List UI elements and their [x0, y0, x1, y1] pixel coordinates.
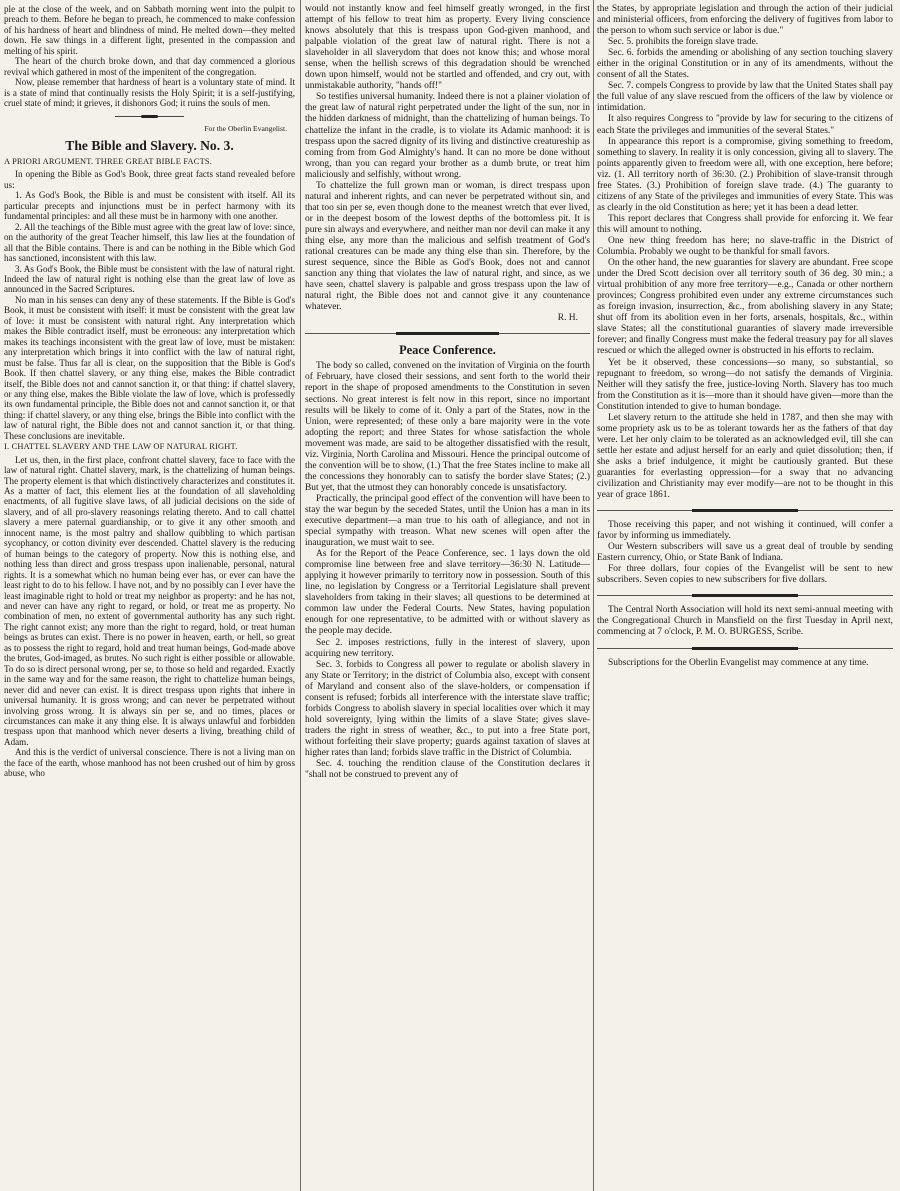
- paragraph: In appearance this report is a compromise, giving something to freedom, something to slavery. In reality it is only concession, giving all to slavery. The points apparently given to freedom were all, with one exception, here before; viz. (1. All territory north of 36:30. (2.) Prohibition of slave-transit through free States. (3.) Prohibition of foreign slave trade. (4.) The guaranty to citizens of any State of the privileges and immunities of every State. This was as clearly in the old Constitution as here; yet it has been a dead letter.: [597, 136, 893, 213]
- paragraph: 2. All the teachings of the Bible must agree with the great law of love: since, on the authority of the great Teacher himself, this law lies at the foundation of all that the Bible contains. There is and can be nothing in the Bible which God has sanctioned, inconsistent with this law.: [4, 221, 295, 264]
- paragraph: Practically, the principal good effect of the convention will have been to stay the war begun by the seceded States, until the Union has a man in its executive department—a man true to his oath of allegiance, and not in special sympathy with treason. What new scenes will open after the inauguration, we must wait to see.: [305, 493, 590, 549]
- author-signature: R. H.: [557, 313, 578, 324]
- paragraph: The heart of the church broke down, and that day commenced a glorious revival which gathered in most of the impenitent of the congregation.: [4, 56, 295, 77]
- paragraph: And this is the verdict of universal conscience. There is not a living man on the face of the earth, whose manhood has not been crushed out of him by gross abuse, who: [4, 747, 295, 779]
- subscription-notice: Subscriptions for the Oberlin Evangelist may commence at any time.: [608, 657, 869, 668]
- notice-paragraph: Our Western subscribers will save us a great deal of trouble by sending Eastern currency, Ohio, or State Bank of Indiana.: [597, 542, 893, 564]
- column-rule: [300, 0, 301, 1191]
- column-rule: [593, 0, 594, 1191]
- column-3: [597, 4, 893, 1187]
- paragraph: Sec. 7. compels Congress to provide by law that the United States shall pay the full value of any slave rescued from the officers of the law by violence or intimidation.: [597, 81, 893, 114]
- paragraph: Sec. 3. forbids to Congress all power to regulate or abolish slavery in any State or Territory; in the district of Columbia also, except with consent of Maryland and consent also of the slave-holders, or compensation if consent is refused; forbids all interference with the interstate slave traffic; forbids Congress to abolish slavery in special localities over which it may hold sovereignty, lying within the limits of a slave State; gives slave-traders the right in stress of weather, &c., to put into a free State port, without forfeiting their slave property; guards against taxation of slaves at higher rates than land; forbids slave traffic in the District of Columbia.: [305, 659, 590, 758]
- paragraph: Sec. 6. forbids the amending or abolishing of any section touching slavery either in the original Constitution or in any of its amendments, without the consent of all the States.: [597, 48, 893, 81]
- paragraph: No man in his senses can deny any of these statements. If the Bible is God's Book, it must be consistent with itself: it must be consistent with the great law of love: it must be consistent with natural right. Any interpretation which makes the Bible contradict itself, must be erroneous: any interpretation which makes its teachings inconsistent with the great law of love, must be mistaken: any interpretation which brings it into conflict with the law of natural right, must be false. Thus far all is clear, on the supposition that the Bible is God's Book. If then chattel slavery, or any thing else, makes the Bible contradict itself, the Bible does not and cannot sanction it, or that thing: if chattel slavery, or any thing else, makes the Bible violate the law of love, which is professedly its own fundamental principle, the Bible does not and cannot sanction it, or that thing: if chattel slavery, or any thing else, brings the Bible into conflict with the law of natural right, the Bible does not and cannot sanction it, or that thing. These conclusions are inevitable.: [4, 294, 295, 441]
- article-subheading: A PRIORI ARGUMENT. THREE GREAT BIBLE FACTS.: [4, 156, 213, 166]
- paragraph: Sec. 5. prohibits the foreign slave trade.: [608, 37, 759, 48]
- paragraph: So testifies universal humanity. Indeed there is not a plainer violation of the great law of natural right perpetrated under the light of the sun, nor in the hidden darkness of midnight, than the chattelizing of human beings. To chattelize the infant in the cradle, is to violate its Adamic manhood: it is trespass upon the sacred dignity of its living and distinctive creatureship as coming from from God Almighty's hand. It can no more be done without wrong, than you can regard your brother as a dumb brute, or treat him maliciously and selfishly, without wrong.: [305, 92, 590, 180]
- paragraph: Sec. 4. touching the rendition clause of the Constitution declares it "shall not be construed to prevent any of: [305, 759, 590, 781]
- paragraph: The body so called, convened on the invitation of Virginia on the fourth of February, have closed their sessions, and sent forth to the world their report in the shape of proposed amendments to the Constitution in seven sections. No great interest is felt now in this report, since no important results will be likely to come of it. Only a part of the States, now in the Union, were represented; of these only a bare majority were in the vote adopting the report; and three States for whose satisfaction the whole movement was made, are said to be altogether dissatisfied with the result, viz. Virginia, North Carolina and Missouri. Hence the principal outcome of the convention will be to show, (1.) That the free States incline to make all the concessions they honorably can to satisfy the border slave States; (2.) But yet, that the utmost they can honorably concede is unsatisfactory.: [305, 361, 590, 493]
- article-credit: For the Oberlin Evangelist.: [204, 123, 287, 133]
- paragraph: the States, by appropriate legislation and through the action of their judicial and ministerial officers, from enforcing the delivery of fugitives from labor to the person to whom such service or labor is due.": [597, 4, 893, 37]
- column-1: [4, 4, 295, 1187]
- paragraph: One new thing freedom has here; no slave-traffic in the District of Columbia. Probably we ought to be thankful for small favors.: [597, 235, 893, 258]
- section-heading: I. CHATTEL SLAVERY AND THE LAW OF NATURAL RIGHT.: [4, 442, 238, 452]
- paragraph: Let slavery return to the attitude she held in 1787, and then she may with some propriety ask us to be as tolerant towards her as the fathers of that day were. Let her only claim to be tolerated as an acknowledged evil, till she can settle her estate and adjust herself for an early and quiet dissolution; then, if she asks a brief indulgence, it might be cautiously granted. But these guaranties for everlasting oppression—for a sway that no advancing civilization and Christianity may ever modify—are not to be thought in this year of grace 1861.: [597, 412, 893, 501]
- paragraph: Yet be it observed, these concessions—so many, so substantial, so repugnant to freedom, so wrong—do not satisfy the demands of Virginia. Neither will they satisfy the free, justice-loving North. Slavery has too much from the Constitution as it is—more than it should have given—more than the Constitution intended to give to human bondage.: [597, 357, 893, 412]
- paragraph: On the other hand, the new guaranties for slavery are abundant. Free scope under the Dred Scott decision over all territory south of 36 deg. 30 min.; a virtual prohibition of any more free territory—e.g., Canada or other northern provinces; Congress prohibited even under any extreme circumstances such as foreign invasion, insurrection, &c., from abolishing slavery in any State; shut off from its abolition even in her forts, arsenals, hospitals, &c., within slave States; all the constitutional guaranties of slavery made irreversible forever; and finally Congress must make the federal treasury pay for all slaves rescued or which the alleged owner is obstructed in his efforts to reclaim.: [597, 258, 893, 357]
- article-title: Peace Conference.: [399, 343, 496, 358]
- article-title: The Bible and Slavery. No. 3.: [65, 137, 234, 153]
- paragraph: Let us, then, in the first place, confront chattel slavery, face to face with the law of natural right. Chattel slavery, mark, is the chattelizing of human beings. The property element is that which distinctively characterizes and constitutes it. As a matter of fact, this element lies at the foundation of all slaveholding enactments, of all fugitive slave laws, of all judicial decisions on the side of slavery, and of all pro-slavery reasonings relating thereto. And to call chattel slavery a mere paternal guardianship, or to give it any other smooth and innocent name, is the most paltry and shallow quibbling to which partisan sycophancy, or cotton divinity ever descended. Chattel slavery is the reducing of human beings to the category of property. Now this is nothing else, and nothing less than direct and gross trespass upon inalienable, personal, natural rights. It is a somewhat which no human being ever has, or ever can have the least right to do to his fellow. I have not, and by no possibly can I ever have the least imaginable right to hold or treat my neighbor as property: and he has not, and never can have any right to regard, or hold, or treat me as property. No combination of men, no extent of governmental authority has any such right. The right cannot exist; any more than the right to regard, hold, or treat human beings as brutes can exist. There is no power in heaven, earth, or hell, so great as to possess the right to regard, hold and treat human beings, God-made above the brutes, God-imaged, as brutes. No such right is either possible or allowable. To do so is direct personal wrong, per se, to those so held and regarded. Exactly in the same way and for the same reason, the right to chattelize human beings, never did and never can exist. It is direct trespass upon rights that inhere in universal humanity. It is gross wrong; and can never be perpetrated without involving gross wrong. It is always sin per se, and no times, places or circumstances can make it any thing else. It is always unlawful and forbidden trespass upon that manhood which never deserts a living, breathing child of Adam.: [4, 454, 295, 747]
- notices: [597, 520, 893, 586]
- section-separator: [597, 507, 893, 515]
- paragraph: 3. As God's Book, the Bible must be consistent with the law of natural right. Indeed the law of natural right is nothing else than the great law of love as announced in the Sacred Scriptures.: [4, 263, 295, 295]
- notice-paragraph: For three dollars, four copies of the Evangelist will be sent to new subscribers. Seven copies to new subscribers for five dollars.: [597, 564, 893, 586]
- association-notice: The Central North Association will hold its next semi-annual meeting with the Congregational Church in Mansfield on the first Tuesday in April next, commencing at 7 o'clock, P. M. O. BURGESS, Scribe.: [597, 605, 893, 638]
- paragraph: ple at the close of the week, and on Sabbath morning went into the pulpit to preach to them. Before he began to preach, he commenced to make confession of his hardness of heart and blindness of mind. He melted down—they melted down. He saw things in a different light, presented in the compassion and melting of his spirit.: [4, 4, 295, 56]
- paragraph: 1. As God's Book, the Bible is and must be consistent with itself. All its particular precepts and injunctions must be in perfect harmony with its fundamental principles: and all these must be in harmony with one another.: [4, 190, 295, 222]
- section-separator: [597, 645, 893, 653]
- paragraph: would not instantly know and feel himself greatly wronged, in the first attempt of his fellow to treat him as property. Every living conscience knows absolutely that this is trespass upon God-given manhood, and palpable violation of the great law of natural right. There is not a slaveholder in all slaverydom that does not know this; and whose moral sense, when the hellish screws of this degradation should be wrenched down upon himself, would not be startled and offended, and cry out, with unmistakable authority, "hands off!": [305, 4, 590, 92]
- article-separator: [4, 112, 295, 121]
- paragraph: It also requires Congress to "provide by law for securing to the citizens of each State the privileges and immunities of the several States.": [597, 114, 893, 136]
- column-2: [305, 4, 590, 1187]
- section-separator: [597, 592, 893, 600]
- notice-paragraph: Those receiving this paper, and not wishing it continued, will confer a favor by informing us immediately.: [597, 520, 893, 542]
- paragraph: As for the Report of the Peace Conference, sec. 1 lays down the old compromise line between free and slave territory—36:30 N. Latitude—applying it however primarily to territory now in possession. South of this line, no legislation by Congress or a Territorial Legislature shall prevent slaveholders from taking in their slaves; all questions to be determined at common law under the Federal Courts. New States, having population enough for one representative, to be admitted with or without slavery as the people may decide.: [305, 549, 590, 637]
- paragraph: Sec 2. imposes restrictions, fully in the interest of slavery, upon acquiring new territory.: [305, 637, 590, 659]
- paragraph: Now, please remember that hardness of heart is a voluntary state of mind. It is a state of mind that continually resists the Holy Spirit; it is a self-justifying, cruel state of mind; it grieves, it dishonors God; it ruins the souls of men.: [4, 77, 295, 109]
- paragraph: This report declares that Congress shall provide for enforcing it. We fear this will amount to nothing.: [597, 213, 893, 235]
- paragraph: In opening the Bible as God's Book, three great facts stand revealed before us:: [4, 169, 295, 190]
- article-separator: [305, 330, 590, 338]
- paragraph: To chattelize the full grown man or woman, is direct trespass upon natural and inherent rights, and can never be perpetrated without sin, and that too sin per se, even though done to the meanest wretch that ever lived, or in the deepest bosom of the lowest depths of the bottomless pit. It is pure sin always and everywhere, and neither man nor devil can make it any thing else, any more than the malicious and selfish treatment of God's rational creatures can be made any thing else than sin. Therefore, by the surest sequence, since the Bible as God's Book, does not and cannot sanction any thing that violates the law of natural right, and since, as we have seen, chattel slavery is palpable and gross trespass upon the law of natural right, the Bible does not and cannot give it any countenance whatever.: [305, 180, 590, 313]
